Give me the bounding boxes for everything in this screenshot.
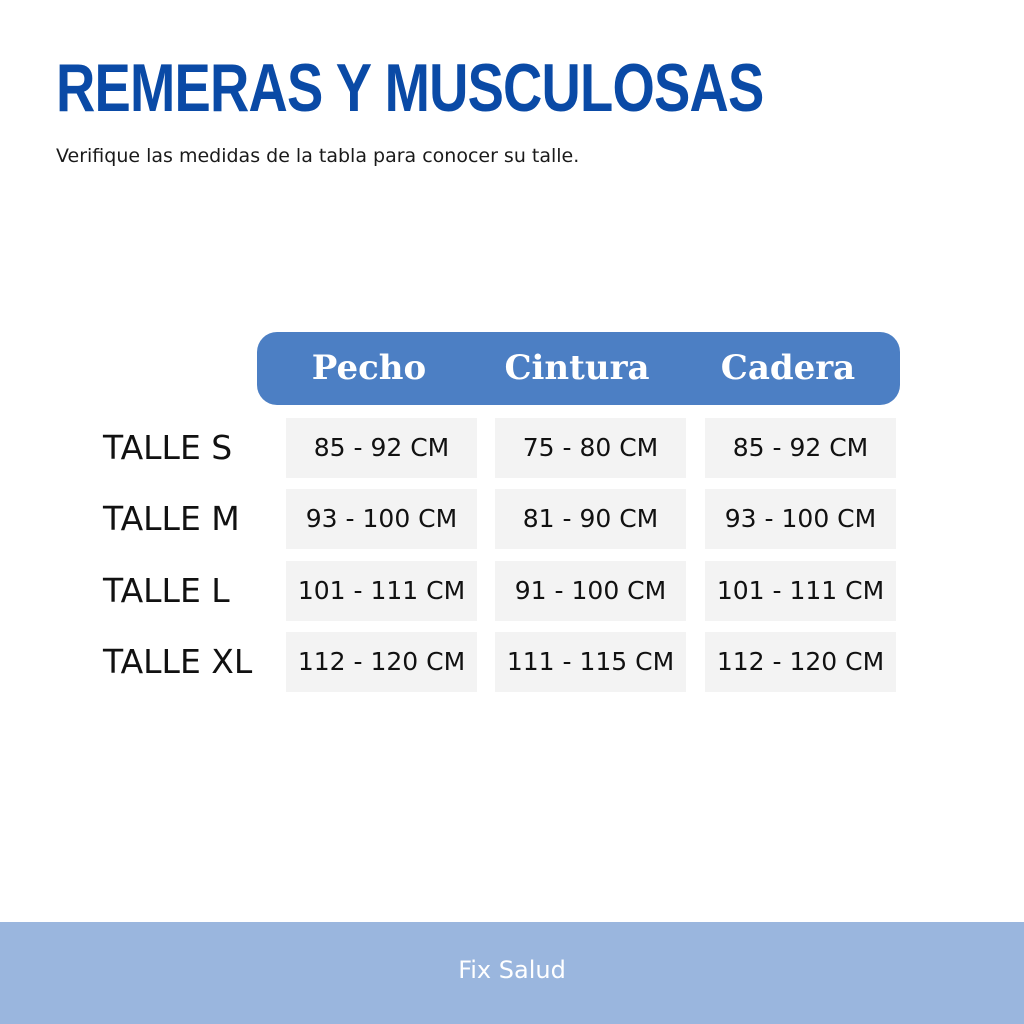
footer-brand-text: Fix Salud: [458, 956, 566, 984]
table-cell: 101 - 111 CM: [705, 561, 896, 621]
table-cell: 75 - 80 CM: [495, 418, 686, 478]
table-cell: 93 - 100 CM: [286, 489, 477, 549]
page-subtitle: Verifique las medidas de la tabla para conocer su talle.: [56, 145, 580, 167]
table-cell: 85 - 92 CM: [286, 418, 477, 478]
table-cell: 101 - 111 CM: [286, 561, 477, 621]
page-title: REMERAS Y MUSCULOSAS: [56, 50, 764, 126]
footer-bar: [0, 922, 1024, 1024]
row-label-talle-s: TALLE S: [103, 428, 233, 467]
table-cell: 111 - 115 CM: [495, 632, 686, 692]
table-header-bar: [257, 332, 900, 405]
column-header-cintura: Cintura: [504, 348, 650, 388]
table-cell: 85 - 92 CM: [705, 418, 896, 478]
table-cell: 112 - 120 CM: [705, 632, 896, 692]
row-label-talle-l: TALLE L: [103, 571, 230, 610]
table-cell: 112 - 120 CM: [286, 632, 477, 692]
column-header-cadera: Cadera: [720, 348, 856, 388]
row-label-talle-xl: TALLE XL: [103, 642, 253, 681]
table-cell: 91 - 100 CM: [495, 561, 686, 621]
row-label-talle-m: TALLE M: [103, 499, 240, 538]
column-header-pecho: Pecho: [311, 348, 427, 388]
table-cell: 81 - 90 CM: [495, 489, 686, 549]
table-cell: 93 - 100 CM: [705, 489, 896, 549]
